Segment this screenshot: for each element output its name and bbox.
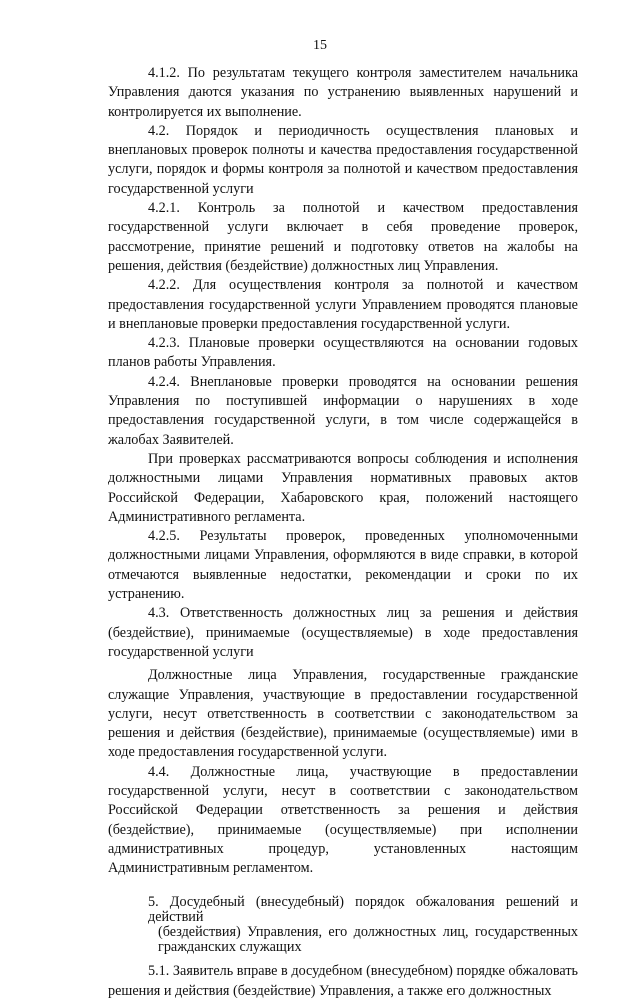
paragraph-5-1: 5.1. Заявитель вправе в досудебном (внесудебном) порядке обжаловать решения и действия (бездействие) Управления, а также его должностных <box>108 963 578 999</box>
section-5-heading-line1: 5. Досудебный (внесудебный) порядок обжалования решений и действий <box>148 894 578 926</box>
paragraph-4-2-1: 4.2.1. Контроль за полнотой и качеством предоставления государственной услуги включает в себя проведение проверок, рассмотрение, принятие решений и подготовку ответов на жалобы на решения, действия (бездействие) должностных лиц Управления. <box>108 200 578 274</box>
paragraph-4-4: 4.4. Должностные лица, участвующие в предоставлении государственной услуги, несут в соответствии с законодательством Российской Федерации ответственность за решения и действия (бездействие), принимаемые (осуществляемые) при исполнении административных процедур, установленных настоящим Административным регламентом. <box>108 763 578 877</box>
paragraph-4-2-2: 4.2.2. Для осуществления контроля за полнотой и качеством предоставления государственной услуги Управлением проводятся плановые и внеплановые проверки предоставления государственной услуги. <box>108 277 578 332</box>
paragraph-officials: Должностные лица Управления, государственные гражданские служащие Управления, участвующие в предоставлении государственной услуги, несут ответственность в соответствии с законодательством за решения и действия (бездействие), принимаемые (осуществляемые) ими в ходе предоставления государственной услуги. <box>108 667 578 761</box>
paragraph-4-2: 4.2. Порядок и периодичность осуществления плановых и внеплановых проверок полноты и качества предоставления государственной услуги, порядок и формы контроля за полнотой и качеством предоставления государственной услуги <box>108 122 578 197</box>
paragraph-inspections: При проверках рассматриваются вопросы соблюдения и исполнения должностными лицами Управления нормативных правовых актов Российской Федерации, Хабаровского края, положений настоящего Административного регламента. <box>108 450 578 525</box>
paragraph-4-2-4: 4.2.4. Внеплановые проверки проводятся на основании решения Управления по поступившей информации о нарушениях в ходе предоставления государственной услуги, в том числе содержащейся в жалобах Заявителей. <box>108 373 578 448</box>
document-body <box>108 64 578 1001</box>
paragraph-4-2-5: 4.2.5. Результаты проверок, проведенных уполномоченными должностными лицами Управления, оформляются в виде справки, в которой отмечаются выявленные недостатки, рекомендации и сроки по их устранению. <box>108 528 578 603</box>
paragraph-4-2-3: 4.2.3. Плановые проверки осуществляются на основании годовых планов работы Управления. <box>108 335 578 371</box>
section-5-heading-line2: (бездействия) Управления, его должностных лиц, государственных гражданских служащих <box>158 924 578 956</box>
section-5-heading <box>108 895 578 955</box>
page-number: 15 <box>313 38 327 53</box>
paragraph-4-3: 4.3. Ответственность должностных лиц за решения и действия (бездействие), принимаемые (осуществляемые) в ходе предоставления государственной услуги <box>108 605 578 660</box>
paragraph-4-1-2: 4.1.2. По результатам текущего контроля заместителем начальника Управления даются указания по устранению выявленных нарушений и контролируется их выполнение. <box>108 65 578 120</box>
